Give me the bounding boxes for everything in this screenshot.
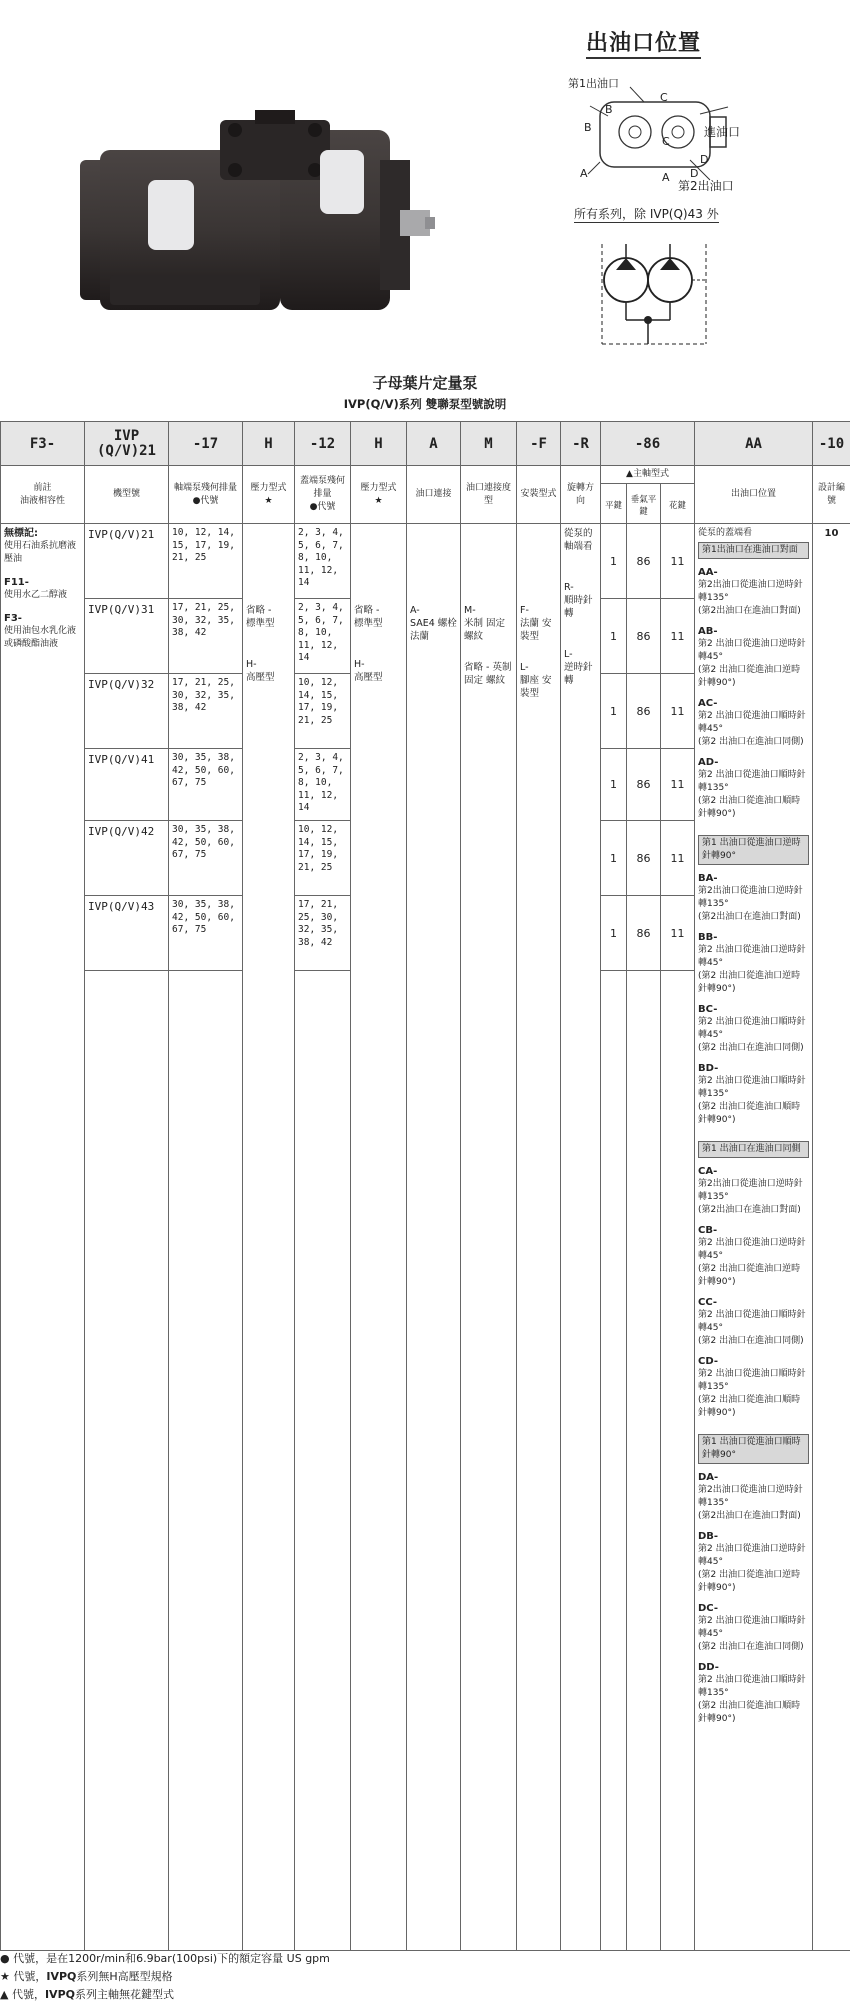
- outlet-description: 第2出油口從進油口逆時針轉135° (第2出油口在進油口對面): [698, 580, 803, 616]
- model-cell: IVP(Q/V)42: [85, 821, 169, 896]
- shaft-displacement-cell: 10, 12, 14, 15, 17, 19, 21, 25: [169, 524, 243, 599]
- label-pressure-1: 壓力型式 ★: [243, 466, 295, 524]
- outlet-group-heading: 第1出油口在進油口對面: [698, 542, 809, 559]
- shaft-displacement-cell: 30, 35, 38, 42, 50, 60, 67, 75: [169, 896, 243, 971]
- shaft-spline-value: 11: [661, 821, 695, 896]
- table-row: [1, 524, 850, 599]
- empty-cell: [169, 971, 243, 1951]
- shaft-key-value: 1: [601, 896, 627, 971]
- outlet-description: 第2 出油口從進油口逆時針轉45° (第2 出油口從進油口逆時針轉90°): [698, 1544, 806, 1593]
- label-mounting: 安裝型式: [517, 466, 561, 524]
- outlet-description: 第2 出油口從進油口順時針轉45° (第2 出油口在進油口同側): [698, 1616, 806, 1652]
- shaft-spline-value: 11: [661, 599, 695, 674]
- label-shaft-vertical-key: 垂氣平 鍵: [627, 484, 661, 524]
- outlet-description: 第2 出油口從進油口逆時針轉45° (第2 出油口從進油口逆時針轉90°): [698, 1238, 806, 1287]
- outlet-code: AB-: [698, 626, 718, 637]
- outlet-code: CA-: [698, 1166, 718, 1177]
- shaft-vertical-key-value: 86: [627, 896, 661, 971]
- model-cell: IVP(Q/V)43: [85, 896, 169, 971]
- shaft-key-value: 1: [601, 821, 627, 896]
- outlet-code: DA-: [698, 1472, 719, 1483]
- outlet-code: DC-: [698, 1603, 719, 1614]
- outlet-group-heading: 第1 出油口從進油口順時針轉90°: [698, 1434, 809, 1464]
- outlet-code: AC-: [698, 698, 718, 709]
- shaft-key-value: 1: [601, 674, 627, 749]
- cover-displacement-cell: 17, 21, 25, 30, 32, 35, 38, 42: [295, 896, 351, 971]
- rotation-view: 從泵的 軸端看: [564, 528, 593, 552]
- label-row: [1, 466, 850, 484]
- outlet-description: 第2 出油口從進油口順時針轉135° (第2 出油口從進油口順時針轉90°): [698, 1076, 806, 1125]
- empty-cell: [295, 971, 351, 1951]
- fluid-none-desc: 使用石油系抗磨液壓油: [4, 541, 77, 564]
- model-code-table: [0, 421, 850, 1951]
- outlet-description: 第2 出油口從進油口順時針轉45° (第2 出油口在進油口同側): [698, 711, 806, 747]
- cover-displacement-cell: 2, 3, 4, 5, 6, 7, 8, 10, 11, 12, 14: [295, 599, 351, 674]
- outlet-code: CB-: [698, 1225, 718, 1236]
- shaft-spline-value: 11: [661, 896, 695, 971]
- label-cover-displacement: 蓋端泵殘何 排量 ●代號: [295, 466, 351, 524]
- label-outlet: 出油口位置: [695, 466, 813, 524]
- label-fluid: 前註 油液相容性: [1, 466, 85, 524]
- outlet-code: BB-: [698, 932, 718, 943]
- model-cell: IVP(Q/V)31: [85, 599, 169, 674]
- outlet-description: 第2 出油口從進油口順時針轉45° (第2 出油口在進油口同側): [698, 1310, 806, 1346]
- outlet-description: 第2 出油口從進油口逆時針轉45° (第2 出油口從進油口逆時針轉90°): [698, 639, 806, 688]
- pressure-2-std: 省略 - 標準型: [354, 605, 383, 629]
- footnote: ● 代號，是在1200r/min和6.9bar(100psi)下的額定容量 US gpm: [0, 1952, 330, 1965]
- code-fluid: F3-: [1, 422, 85, 466]
- pump-product-image: [80, 100, 560, 320]
- label-shaft-spline: 花鍵: [661, 484, 695, 524]
- cover-displacement-cell: 10, 12, 14, 15, 17, 19, 21, 25: [295, 674, 351, 749]
- code-pressure-2: H: [351, 422, 407, 466]
- shaft-key-value: 1: [601, 524, 627, 599]
- code-row: [1, 422, 850, 466]
- label-rotation: 旋轉方 向: [561, 466, 601, 524]
- outlet-code: CC-: [698, 1297, 718, 1308]
- outlet-code: AA-: [698, 567, 718, 578]
- shaft-spline-value: 11: [661, 674, 695, 749]
- code-rotation: -R: [561, 422, 601, 466]
- cover-displacement-cell: 10, 12, 14, 15, 17, 19, 21, 25: [295, 821, 351, 896]
- outlet-code: BC-: [698, 1004, 718, 1015]
- shaft-vertical-key-value: 86: [627, 821, 661, 896]
- mount-foot: L- 腳座 安裝型: [520, 662, 552, 699]
- hydraulic-symbol: [594, 240, 714, 350]
- code-model: IVP (Q/V)21: [85, 422, 169, 466]
- shaft-spline-value: 11: [661, 749, 695, 821]
- shaft-key-value: 1: [601, 599, 627, 674]
- label-d-lower: D: [690, 167, 699, 180]
- code-port-connection: A: [407, 422, 461, 466]
- footnote: ▲ 代號，IVPQ系列主軸無花鍵型式: [0, 1988, 174, 2001]
- model-cell: IVP(Q/V)21: [85, 524, 169, 599]
- pressure-1-std: 省略 - 標準型: [246, 605, 275, 629]
- rotation-cw: R- 順時針轉: [564, 582, 593, 619]
- design-cell: 10: [813, 524, 850, 1951]
- outlet-view-note: 從泵的蓋端看: [698, 528, 753, 538]
- fluid-f11-desc: 使用水乙二醇液: [4, 590, 68, 600]
- outlet-description: 第2 出油口從進油口順時針轉135° (第2 出油口從進油口順時針轉90°): [698, 1369, 806, 1418]
- empty-cell: [85, 971, 169, 1951]
- sub-title: IVP(Q/V)系列 雙聯泵型號說明: [343, 397, 507, 411]
- footnote: ★ 代號，IVPQ系列無H高壓型規格: [0, 1970, 173, 1983]
- outlet-code: BA-: [698, 873, 718, 884]
- cover-displacement-cell: 2, 3, 4, 5, 6, 7, 8, 10, 11, 12, 14: [295, 524, 351, 599]
- fluid-f11-code: F11-: [4, 577, 29, 588]
- outlet-description: 第2出油口從進油口逆時針轉135° (第2出油口在進油口對面): [698, 1179, 803, 1215]
- outlet-code: DB-: [698, 1531, 719, 1542]
- label-model: 機型號: [85, 466, 169, 524]
- fluid-f3-code: F3-: [4, 613, 22, 624]
- series-note: 所有系列，除 IVP(Q)43 外: [574, 207, 719, 221]
- outlet-group-heading: 第1 出油口在進油口同側: [698, 1141, 809, 1158]
- label-c-lower: C: [662, 135, 670, 148]
- cover-displacement-cell: 2, 3, 4, 5, 6, 7, 8, 10, 11, 12, 14: [295, 749, 351, 821]
- label-a-left: A: [580, 167, 588, 180]
- second-outlet-label: 第2出油口: [678, 179, 734, 193]
- label-shaft-displacement: 軸端泵殘何排量 ●代號: [169, 466, 243, 524]
- fluid-f3-desc: 使用油包水乳化液或磷酸酯油液: [4, 626, 77, 649]
- label-pressure-2: 壓力型式 ★: [351, 466, 407, 524]
- mount-flange: F- 法蘭 安裝型: [520, 605, 552, 642]
- first-outlet-label: 第1出油口: [568, 77, 619, 90]
- label-d-upper: D: [700, 153, 709, 166]
- footnotes: [0, 1950, 330, 2004]
- empty-cell: [661, 971, 695, 1951]
- pressure-2-high: H- 高壓型: [354, 659, 383, 683]
- shaft-vertical-key-value: 86: [627, 524, 661, 599]
- code-outlet: AA: [695, 422, 813, 466]
- outlet-code: BD-: [698, 1063, 719, 1074]
- code-cover-displacement: -12: [295, 422, 351, 466]
- label-port-connection: 油口連接: [407, 466, 461, 524]
- inlet-label: 進油口: [704, 125, 741, 139]
- mounting-cell: [517, 524, 561, 1951]
- label-shaft-type: ▲主軸型式: [601, 466, 695, 484]
- model-cell: IVP(Q/V)41: [85, 749, 169, 821]
- pressure-2-cell: [351, 524, 407, 1951]
- pressure-1-high: H- 高壓型: [246, 659, 275, 683]
- shaft-displacement-cell: 30, 35, 38, 42, 50, 60, 67, 75: [169, 749, 243, 821]
- rotation-cell: [561, 524, 601, 1951]
- shaft-displacement-cell: 30, 35, 38, 42, 50, 60, 67, 75: [169, 821, 243, 896]
- port-connection-sae: A- SAE4 螺栓法蘭: [410, 605, 457, 642]
- fluid-none-code: 無標記:: [4, 528, 38, 539]
- empty-cell: [601, 971, 627, 1951]
- outlet-code: DD-: [698, 1662, 719, 1673]
- main-title: 子母葉片定量泵: [372, 374, 478, 392]
- label-b-lower: B: [584, 121, 592, 134]
- outlet-position-cell: [695, 524, 813, 1951]
- outlet-position-title: 出油口位置: [586, 32, 701, 59]
- port-thread-cell: [461, 524, 517, 1951]
- code-design: -10: [813, 422, 850, 466]
- outlet-description: 第2出油口從進油口逆時針轉135° (第2出油口在進油口對面): [698, 1485, 803, 1521]
- code-shaft-displacement: -17: [169, 422, 243, 466]
- rotation-ccw: L- 逆時針轉: [564, 649, 593, 686]
- shaft-spline-value: 11: [661, 524, 695, 599]
- port-connection-cell: [407, 524, 461, 1951]
- empty-cell: [627, 971, 661, 1951]
- outlet-description: 第2 出油口從進油口順時針轉45° (第2 出油口在進油口同側): [698, 1017, 806, 1053]
- code-pressure-1: H: [243, 422, 295, 466]
- port-thread-inch: 省略 - 英制 固定 螺紋: [464, 662, 512, 686]
- shaft-vertical-key-value: 86: [627, 674, 661, 749]
- label-b-upper: B: [605, 103, 613, 116]
- outlet-code: CD-: [698, 1356, 718, 1367]
- shaft-vertical-key-value: 86: [627, 599, 661, 674]
- outlet-description: 第2 出油口從進油口順時針轉135° (第2 出油口從進油口順時針轉90°): [698, 770, 806, 819]
- label-shaft-key: 平鍵: [601, 484, 627, 524]
- pressure-1-cell: [243, 524, 295, 1951]
- shaft-key-value: 1: [601, 749, 627, 821]
- code-shaft: -86: [601, 422, 695, 466]
- model-cell: IVP(Q/V)32: [85, 674, 169, 749]
- outlet-code: AD-: [698, 757, 719, 768]
- outlet-group-heading: 第1 出油口從進油口逆時針轉90°: [698, 835, 809, 865]
- outlet-description: 第2出油口從進油口逆時針轉135° (第2出油口在進油口對面): [698, 886, 803, 922]
- label-c-upper: C: [660, 91, 668, 104]
- hero-section: [0, 0, 850, 411]
- code-mounting: -F: [517, 422, 561, 466]
- shaft-displacement-cell: 17, 21, 25, 30, 32, 35, 38, 42: [169, 599, 243, 674]
- port-thread-metric: M- 米制 固定螺紋: [464, 605, 506, 642]
- outlet-description: 第2 出油口從進油口逆時針轉45° (第2 出油口從進油口逆時針轉90°): [698, 945, 806, 994]
- shaft-displacement-cell: 17, 21, 25, 30, 32, 35, 38, 42: [169, 674, 243, 749]
- label-port-thread: 油口連接度 型: [461, 466, 517, 524]
- code-port-thread: M: [461, 422, 517, 466]
- shaft-vertical-key-value: 86: [627, 749, 661, 821]
- fluid-cell: [1, 524, 85, 1951]
- label-a-right: A: [662, 171, 670, 184]
- outlet-description: 第2 出油口從進油口順時針轉135° (第2 出油口從進油口順時針轉90°): [698, 1675, 806, 1724]
- label-design: 設計編 號: [813, 466, 850, 524]
